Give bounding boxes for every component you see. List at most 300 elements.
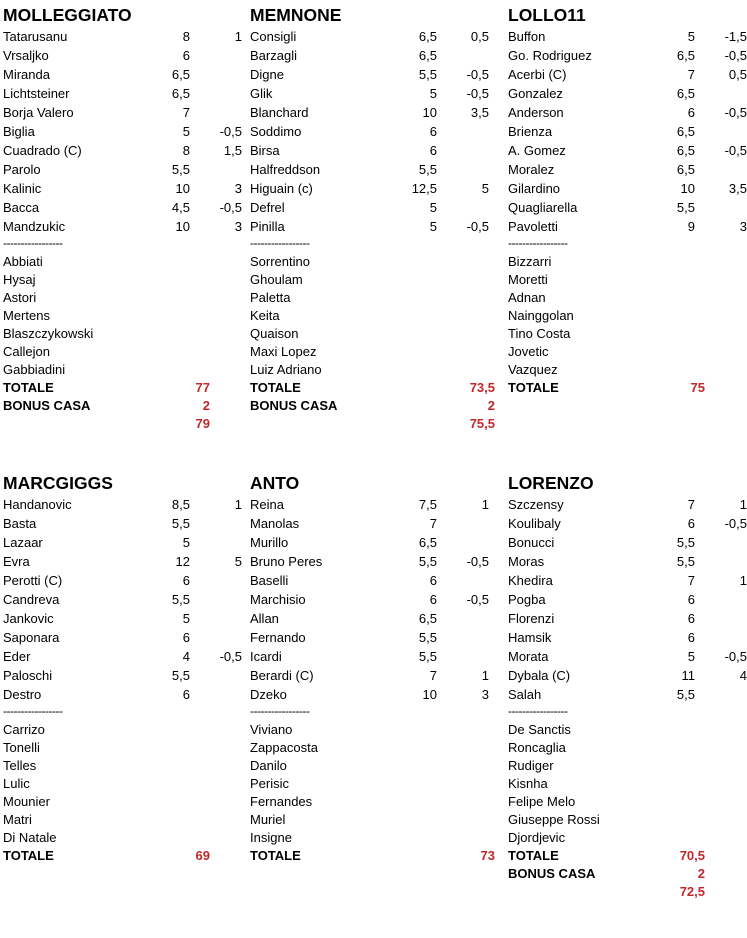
player-name: Pogba: [508, 592, 546, 607]
bench-player: Blaszczykowski: [3, 326, 94, 341]
player-name: Bacca: [3, 200, 40, 215]
player-vote: 6,5: [171, 86, 190, 101]
player-name: Moralez: [508, 162, 555, 177]
player-vote: 10: [175, 181, 190, 196]
player-name: Barzagli: [250, 48, 297, 63]
player-name: Gilardino: [508, 181, 561, 196]
player-bonus: -0,5: [466, 86, 489, 101]
player-vote: 5,5: [676, 200, 695, 215]
player-name: Dybala (C): [508, 668, 571, 683]
player-row: [3, 122, 248, 141]
player-row: [508, 65, 747, 84]
player-bonus: -0,5: [466, 219, 489, 234]
total-value: 75,5: [469, 416, 495, 431]
player-bonus: 1: [739, 573, 747, 588]
player-name: Acerbi (C): [508, 67, 567, 82]
bench-player: Ghoulam: [250, 272, 303, 287]
home-bonus-row: [3, 397, 248, 415]
player-row: [3, 103, 248, 122]
player-name: Higuain (c): [250, 181, 313, 196]
bench-player: Carrizo: [3, 722, 45, 737]
player-row: [3, 533, 248, 552]
player-row: [508, 103, 747, 122]
player-name: Salah: [508, 687, 542, 702]
player-row: [3, 685, 248, 704]
bench-player: Adnan: [508, 290, 546, 305]
player-row: [508, 198, 747, 217]
player-row: [250, 571, 495, 590]
total-row: [508, 847, 747, 865]
bench-player: Giuseppe Rossi: [508, 812, 600, 827]
player-name: Szczensy: [508, 497, 564, 512]
player-name: Candreva: [3, 592, 60, 607]
player-name: Digne: [250, 67, 284, 82]
player-row: [508, 647, 747, 666]
player-vote: 7: [687, 497, 695, 512]
player-vote: 6,5: [418, 29, 437, 44]
player-name: Fernando: [250, 630, 306, 645]
player-bonus: 1: [481, 668, 489, 683]
bench-player: Viviano: [250, 722, 293, 737]
final-total-row: [508, 883, 747, 901]
player-row: [250, 198, 495, 217]
player-vote: 8: [182, 143, 190, 158]
final-total-row: [3, 415, 248, 433]
player-row: [250, 552, 495, 571]
player-row: [3, 84, 248, 103]
player-vote: 6: [687, 592, 695, 607]
player-vote: 5,5: [171, 592, 190, 607]
team-block: [508, 471, 747, 901]
bench-player: Vazquez: [508, 362, 558, 377]
bench-player: Zappacosta: [250, 740, 318, 755]
player-name: Manolas: [250, 516, 300, 531]
player-name: Go. Rodriguez: [508, 48, 592, 63]
player-vote: 5,5: [418, 162, 437, 177]
player-bonus: -0,5: [219, 200, 242, 215]
player-bonus: 1: [481, 497, 489, 512]
bench-player: Matri: [3, 812, 32, 827]
bench-player: Tonelli: [3, 740, 40, 755]
player-row: [3, 27, 248, 46]
team-name: ANTO: [250, 473, 300, 493]
bench-player: Roncaglia: [508, 740, 566, 755]
player-row: [508, 571, 747, 590]
player-name: Borja Valero: [3, 105, 74, 120]
player-row: [508, 533, 747, 552]
player-name: Anderson: [508, 105, 564, 120]
player-row: [3, 495, 248, 514]
player-row: [250, 179, 495, 198]
player-name: Soddimo: [250, 124, 302, 139]
player-name: Hamsik: [508, 630, 552, 645]
bench-player: Moretti: [508, 272, 548, 287]
player-name: Berardi (C): [250, 668, 314, 683]
bench-player: Keita: [250, 308, 280, 323]
total-label: BONUS CASA: [250, 398, 338, 413]
player-row: [508, 141, 747, 160]
player-vote: 6: [429, 573, 437, 588]
player-vote: 5,5: [418, 649, 437, 664]
player-name: Moras: [508, 554, 545, 569]
player-row: [250, 666, 495, 685]
total-value: 73: [480, 848, 495, 863]
separator-line: -----------------: [3, 236, 63, 250]
player-row: [508, 514, 747, 533]
bench-player: Muriel: [250, 812, 286, 827]
player-vote: 10: [175, 219, 190, 234]
player-name: Bruno Peres: [250, 554, 323, 569]
team-block: [508, 3, 747, 397]
player-name: Defrel: [250, 200, 285, 215]
player-bonus: 0,5: [728, 67, 747, 82]
player-name: Blanchard: [250, 105, 309, 120]
player-name: Lichtsteiner: [3, 86, 70, 101]
player-name: Gonzalez: [508, 86, 563, 101]
bench-player: Callejon: [3, 344, 50, 359]
separator-line: -----------------: [508, 236, 568, 250]
bench-player: Gabbiadini: [3, 362, 66, 377]
player-vote: 6,5: [676, 124, 695, 139]
player-bonus: -0,5: [219, 649, 242, 664]
player-row: [508, 122, 747, 141]
player-vote: 7: [687, 67, 695, 82]
player-name: Halfreddson: [250, 162, 321, 177]
player-vote: 6: [687, 611, 695, 626]
player-vote: 6: [182, 687, 190, 702]
player-row: [250, 609, 495, 628]
player-bonus: -0,5: [219, 124, 242, 139]
player-row: [250, 160, 495, 179]
player-vote: 5,5: [418, 630, 437, 645]
player-row: [250, 84, 495, 103]
player-row: [508, 495, 747, 514]
player-vote: 4: [182, 649, 190, 664]
total-row: [508, 379, 747, 397]
player-row: [3, 514, 248, 533]
player-vote: 7: [687, 573, 695, 588]
player-row: [250, 495, 495, 514]
player-vote: 6: [182, 630, 190, 645]
player-vote: 6,5: [171, 67, 190, 82]
separator-line: -----------------: [3, 704, 63, 718]
total-value: 79: [195, 416, 210, 431]
bench-player: Di Natale: [3, 830, 57, 845]
player-row: [3, 628, 248, 647]
player-bonus: 1: [739, 497, 747, 512]
total-label: TOTALE: [3, 380, 54, 395]
player-row: [250, 65, 495, 84]
player-vote: 10: [680, 181, 695, 196]
total-value: 70,5: [679, 848, 705, 863]
player-vote: 5: [687, 649, 695, 664]
player-row: [250, 217, 495, 236]
player-name: Paloschi: [3, 668, 53, 683]
player-bonus: 3,5: [470, 105, 489, 120]
team-name: MARCGIGGS: [3, 473, 113, 493]
player-row: [3, 590, 248, 609]
player-row: [508, 46, 747, 65]
home-bonus-row: [508, 865, 747, 883]
player-bonus: -0,5: [466, 67, 489, 82]
player-bonus: -0,5: [724, 516, 747, 531]
player-row: [508, 685, 747, 704]
player-row: [508, 84, 747, 103]
player-vote: 5,5: [171, 516, 190, 531]
player-row: [250, 590, 495, 609]
player-name: Allan: [250, 611, 279, 626]
player-row: [508, 179, 747, 198]
player-row: [3, 666, 248, 685]
player-row: [250, 103, 495, 122]
player-vote: 6,5: [676, 143, 695, 158]
player-name: Evra: [3, 554, 30, 569]
player-name: Murillo: [250, 535, 289, 550]
player-vote: 7,5: [418, 497, 437, 512]
player-name: Marchisio: [250, 592, 306, 607]
player-name: Handanovic: [3, 497, 72, 512]
player-row: [250, 141, 495, 160]
player-row: [250, 46, 495, 65]
player-vote: 5: [182, 611, 190, 626]
bench-player: Felipe Melo: [508, 794, 576, 809]
player-name: Buffon: [508, 29, 546, 44]
bench-player: Danilo: [250, 758, 287, 773]
bench-player: Insigne: [250, 830, 292, 845]
team-name: LOLLO11: [508, 5, 586, 25]
bench-player: Perisic: [250, 776, 290, 791]
player-vote: 6,5: [418, 535, 437, 550]
bench-player: Telles: [3, 758, 37, 773]
bench-player: De Sanctis: [508, 722, 571, 737]
player-row: [3, 65, 248, 84]
player-row: [3, 179, 248, 198]
player-vote: 5,5: [418, 554, 437, 569]
bench-player: Mertens: [3, 308, 50, 323]
bench-player: Kisnha: [508, 776, 548, 791]
player-row: [250, 628, 495, 647]
player-vote: 5: [429, 200, 437, 215]
player-vote: 6: [429, 592, 437, 607]
bench-player: Mounier: [3, 794, 50, 809]
player-vote: 5: [182, 535, 190, 550]
player-bonus: 3: [234, 219, 242, 234]
team-block: [250, 3, 495, 433]
player-vote: 6: [687, 516, 695, 531]
player-bonus: 1: [234, 497, 242, 512]
player-row: [3, 609, 248, 628]
bench-player: Paletta: [250, 290, 291, 305]
player-name: Jankovic: [3, 611, 54, 626]
player-vote: 6: [182, 48, 190, 63]
player-name: Quagliarella: [508, 200, 578, 215]
team-name: LORENZO: [508, 473, 594, 493]
player-row: [3, 198, 248, 217]
player-name: Lazaar: [3, 535, 43, 550]
player-name: Biglia: [3, 124, 35, 139]
player-bonus: -1,5: [724, 29, 747, 44]
team-block: [250, 471, 495, 865]
player-vote: 5: [687, 29, 695, 44]
player-name: Mandzukic: [3, 219, 66, 234]
bench-player: Tino Costa: [508, 326, 571, 341]
bench-player: Rudiger: [508, 758, 554, 773]
player-vote: 6: [429, 124, 437, 139]
player-vote: 5,5: [418, 67, 437, 82]
total-value: 69: [195, 848, 210, 863]
bench-player: Maxi Lopez: [250, 344, 317, 359]
bench-player: Nainggolan: [508, 308, 574, 323]
player-row: [3, 46, 248, 65]
player-vote: 5,5: [171, 668, 190, 683]
player-row: [508, 160, 747, 179]
player-name: Dzeko: [250, 687, 287, 702]
bench-player: Sorrentino: [250, 254, 310, 269]
total-label: TOTALE: [508, 848, 559, 863]
team-block: [3, 3, 248, 433]
separator-line: -----------------: [250, 704, 310, 718]
player-row: [508, 628, 747, 647]
player-name: Eder: [3, 649, 31, 664]
player-bonus: 5: [481, 181, 489, 196]
bench-player: Jovetic: [508, 344, 549, 359]
player-row: [250, 533, 495, 552]
player-vote: 5,5: [676, 554, 695, 569]
player-vote: 6,5: [676, 48, 695, 63]
player-vote: 9: [687, 219, 695, 234]
total-label: TOTALE: [3, 848, 54, 863]
total-value: 2: [487, 398, 495, 413]
player-row: [3, 160, 248, 179]
player-bonus: 0,5: [470, 29, 489, 44]
player-vote: 5,5: [676, 687, 695, 702]
player-bonus: -0,5: [724, 105, 747, 120]
player-vote: 8: [182, 29, 190, 44]
bench-player: Fernandes: [250, 794, 313, 809]
player-vote: 7: [429, 668, 437, 683]
player-row: [250, 122, 495, 141]
player-row: [3, 552, 248, 571]
player-name: Birsa: [250, 143, 280, 158]
player-bonus: -0,5: [466, 554, 489, 569]
player-bonus: 4: [739, 668, 747, 683]
total-row: [3, 847, 248, 865]
player-row: [508, 552, 747, 571]
player-name: A. Gomez: [508, 143, 566, 158]
player-name: Parolo: [3, 162, 41, 177]
player-vote: 6: [687, 105, 695, 120]
player-vote: 4,5: [171, 200, 190, 215]
player-vote: 6,5: [676, 162, 695, 177]
player-vote: 6: [429, 143, 437, 158]
bench-player: Astori: [3, 290, 37, 305]
total-value: 2: [697, 866, 705, 881]
total-label: BONUS CASA: [3, 398, 91, 413]
player-vote: 6,5: [418, 48, 437, 63]
player-vote: 12,5: [411, 181, 437, 196]
player-name: Brienza: [508, 124, 553, 139]
total-label: TOTALE: [250, 380, 301, 395]
player-name: Glik: [250, 86, 273, 101]
player-vote: 5,5: [676, 535, 695, 550]
player-vote: 6: [182, 573, 190, 588]
player-vote: 6: [687, 630, 695, 645]
player-vote: 7: [429, 516, 437, 531]
player-name: Miranda: [3, 67, 50, 82]
bench-player: Abbiati: [3, 254, 43, 269]
player-row: [250, 647, 495, 666]
player-bonus: 1: [234, 29, 242, 44]
home-bonus-row: [250, 397, 495, 415]
final-total-row: [250, 415, 495, 433]
bench-player: Luiz Adriano: [250, 362, 322, 377]
player-row: [3, 647, 248, 666]
separator-line: -----------------: [250, 236, 310, 250]
total-value: 72,5: [679, 884, 705, 899]
player-name: Basta: [3, 516, 37, 531]
player-bonus: -0,5: [724, 48, 747, 63]
player-name: Tatarusanu: [3, 29, 68, 44]
player-row: [250, 514, 495, 533]
total-value: 77: [195, 380, 210, 395]
player-vote: 5: [429, 86, 437, 101]
player-bonus: 3: [481, 687, 489, 702]
team-name: MOLLEGGIATO: [3, 5, 132, 25]
player-vote: 6,5: [676, 86, 695, 101]
total-label: TOTALE: [250, 848, 301, 863]
player-bonus: -0,5: [724, 649, 747, 664]
player-vote: 11: [681, 668, 695, 683]
total-label: BONUS CASA: [508, 866, 596, 881]
player-name: Vrsaljko: [3, 48, 49, 63]
player-name: Consigli: [250, 29, 297, 44]
player-name: Icardi: [250, 649, 282, 664]
player-vote: 5,5: [171, 162, 190, 177]
player-bonus: 3,5: [728, 181, 747, 196]
player-name: Perotti (C): [3, 573, 63, 588]
bench-player: Djordjevic: [508, 830, 566, 845]
player-name: Kalinic: [3, 181, 42, 196]
total-row: [250, 379, 495, 397]
team-name: MEMNONE: [250, 5, 342, 25]
player-name: Destro: [3, 687, 42, 702]
player-row: [250, 685, 495, 704]
player-row: [508, 666, 747, 685]
total-value: 75: [690, 380, 705, 395]
player-name: Reina: [250, 497, 284, 512]
player-row: [3, 141, 248, 160]
player-vote: 7: [182, 105, 190, 120]
player-bonus: -0,5: [466, 592, 489, 607]
player-name: Pavoletti: [508, 219, 558, 234]
total-value: 73,5: [469, 380, 495, 395]
player-row: [508, 590, 747, 609]
player-bonus: 3: [234, 181, 242, 196]
player-row: [508, 27, 747, 46]
player-bonus: 5: [234, 554, 242, 569]
player-row: [508, 217, 747, 236]
total-label: TOTALE: [508, 380, 559, 395]
player-vote: 8,5: [171, 497, 190, 512]
player-name: Baselli: [250, 573, 289, 588]
player-name: Khedira: [508, 573, 553, 588]
player-vote: 10: [422, 105, 437, 120]
player-name: Koulibaly: [508, 516, 561, 531]
player-bonus: 3: [739, 219, 747, 234]
total-row: [250, 847, 495, 865]
separator-line: -----------------: [508, 704, 568, 718]
player-vote: 5: [182, 124, 190, 139]
